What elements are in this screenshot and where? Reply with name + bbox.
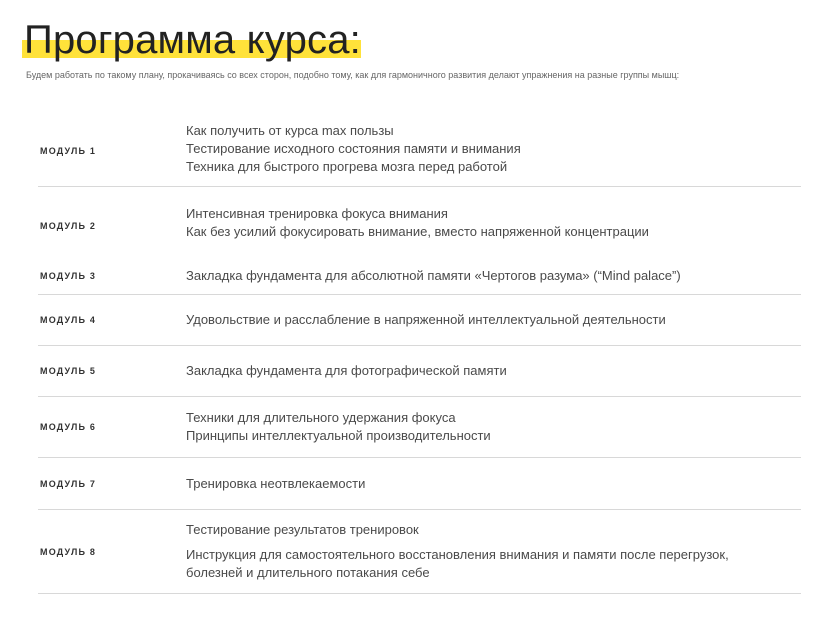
- module-row-3: [38, 258, 801, 295]
- module-label: МОДУЛЬ 8: [40, 546, 97, 557]
- module-label: МОДУЛЬ 3: [40, 271, 97, 281]
- module-label: МОДУЛЬ 2: [40, 221, 97, 231]
- module-item: Закладка фундамента для фотографической памяти: [186, 363, 507, 378]
- page-header: [24, 16, 361, 64]
- module-row-7: [38, 458, 801, 510]
- module-item: Техника для быстрого прогрева мозга перед работой: [186, 159, 508, 174]
- module-row-8: [38, 510, 801, 594]
- module-items: [186, 409, 801, 445]
- module-items: [186, 267, 801, 285]
- module-items: [186, 362, 801, 380]
- module-row-4: [38, 295, 801, 346]
- module-item: Как получить от курса max пользы: [186, 123, 394, 138]
- module-items: [186, 475, 801, 493]
- module-items: [186, 205, 801, 241]
- module-item: Инструкция для самостоятельного восстановления внимания и памяти после перегрузок, болезней и длительного потакания себе: [186, 547, 729, 580]
- module-list: [38, 116, 801, 594]
- module-item: Тренировка неотвлекаемости: [186, 475, 366, 491]
- module-item: Как без усилий фокусировать внимание, вместо напряженной концентрации: [186, 224, 649, 239]
- module-item: Техники для длительного удержания фокуса: [186, 410, 456, 425]
- module-item: Удовольствие и расслабление в напряженной интеллектуальной деятельности: [186, 312, 666, 327]
- page-subtitle: Будем работать по такому плану, прокачиваясь со всех сторон, подобно тому, как для гармоничного развития делают упражнения на разные группы мышц:: [26, 70, 680, 80]
- module-items: [186, 122, 801, 176]
- module-row-6: [38, 397, 801, 458]
- module-label: МОДУЛЬ 4: [40, 315, 97, 325]
- module-label: МОДУЛЬ 6: [40, 422, 97, 432]
- module-item: Закладка фундамента для абсолютной памяти «Чертогов разума» (“Mind palace”): [186, 268, 681, 283]
- module-row-2: [38, 187, 801, 266]
- module-row-1: [38, 116, 801, 187]
- module-item: Интенсивная тренировка фокуса внимания: [186, 206, 448, 221]
- module-items: [186, 311, 801, 329]
- module-item: Тестирование исходного состояния памяти и внимания: [186, 141, 521, 156]
- module-item: Принципы интеллектуальной производительности: [186, 428, 491, 443]
- page-title: [24, 16, 361, 64]
- module-label: МОДУЛЬ 7: [40, 478, 97, 489]
- module-item: Тестирование результатов тренировок: [186, 522, 419, 537]
- module-label: МОДУЛЬ 5: [40, 366, 97, 376]
- module-items: [186, 521, 801, 582]
- module-row-5: [38, 346, 801, 397]
- page-title-text: Программа курса:: [24, 18, 361, 62]
- module-label: МОДУЛЬ 1: [40, 146, 97, 156]
